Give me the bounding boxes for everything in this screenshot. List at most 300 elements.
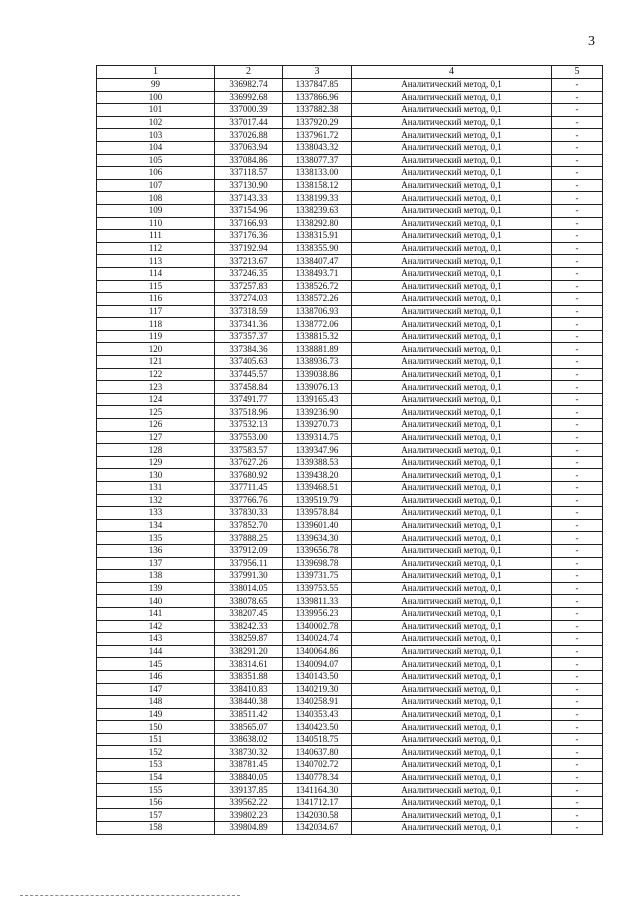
table-row: [97, 343, 603, 356]
point-number-cell: 137: [97, 557, 215, 570]
method-accuracy-cell: Аналитический метод, 0,1: [352, 280, 552, 293]
table-row: [97, 242, 603, 255]
note-cell: -: [552, 733, 603, 746]
x-coordinate-cell: 338314.61: [215, 658, 283, 671]
y-coordinate-cell: 1340423.50: [283, 721, 352, 734]
note-cell: -: [552, 607, 603, 620]
note-cell: -: [552, 293, 603, 306]
note-cell: -: [552, 759, 603, 772]
table-row: [97, 141, 603, 154]
x-coordinate-cell: 338014.05: [215, 582, 283, 595]
table-row: [97, 431, 603, 444]
note-cell: -: [552, 431, 603, 444]
note-cell: -: [552, 91, 603, 104]
x-coordinate-cell: 337274.03: [215, 293, 283, 306]
note-cell: -: [552, 444, 603, 457]
y-coordinate-cell: 1339236.90: [283, 406, 352, 419]
method-accuracy-cell: Аналитический метод, 0,1: [352, 104, 552, 117]
note-cell: -: [552, 670, 603, 683]
note-cell: -: [552, 343, 603, 356]
method-accuracy-cell: Аналитический метод, 0,1: [352, 381, 552, 394]
point-number-cell: 134: [97, 519, 215, 532]
x-coordinate-cell: 338242.33: [215, 620, 283, 633]
y-coordinate-cell: 1338355.90: [283, 242, 352, 255]
note-cell: -: [552, 129, 603, 142]
point-number-cell: 136: [97, 544, 215, 557]
x-coordinate-cell: 337711.45: [215, 482, 283, 495]
y-coordinate-cell: 1339165.43: [283, 393, 352, 406]
x-coordinate-cell: 337213.67: [215, 255, 283, 268]
point-number-cell: 122: [97, 368, 215, 381]
y-coordinate-cell: 1339656.78: [283, 544, 352, 557]
y-coordinate-cell: 1337882.38: [283, 104, 352, 117]
x-coordinate-cell: 337246.35: [215, 267, 283, 280]
point-number-cell: 110: [97, 217, 215, 230]
note-cell: -: [552, 658, 603, 671]
note-cell: -: [552, 179, 603, 192]
y-coordinate-cell: 1338239.63: [283, 204, 352, 217]
point-number-cell: 121: [97, 356, 215, 369]
table-row: [97, 582, 603, 595]
note-cell: -: [552, 116, 603, 129]
method-accuracy-cell: Аналитический метод, 0,1: [352, 482, 552, 495]
y-coordinate-cell: 1338292.80: [283, 217, 352, 230]
y-coordinate-cell: 1342034.67: [283, 822, 352, 835]
y-coordinate-cell: 1339601.40: [283, 519, 352, 532]
table-row: [97, 708, 603, 721]
table-row: [97, 670, 603, 683]
y-coordinate-cell: 1339956.23: [283, 607, 352, 620]
y-coordinate-cell: 1340002.78: [283, 620, 352, 633]
note-cell: -: [552, 482, 603, 495]
point-number-cell: 106: [97, 167, 215, 180]
note-cell: -: [552, 557, 603, 570]
note-cell: -: [552, 721, 603, 734]
y-coordinate-cell: 1338526.72: [283, 280, 352, 293]
table-row: [97, 444, 603, 457]
note-cell: -: [552, 469, 603, 482]
y-coordinate-cell: 1340702.72: [283, 759, 352, 772]
x-coordinate-cell: 338351.88: [215, 670, 283, 683]
y-coordinate-cell: 1341164.30: [283, 784, 352, 797]
method-accuracy-cell: Аналитический метод, 0,1: [352, 733, 552, 746]
method-accuracy-cell: Аналитический метод, 0,1: [352, 582, 552, 595]
point-number-cell: 120: [97, 343, 215, 356]
x-coordinate-cell: 337583.57: [215, 444, 283, 457]
note-cell: -: [552, 280, 603, 293]
point-number-cell: 104: [97, 141, 215, 154]
point-number-cell: 123: [97, 381, 215, 394]
x-coordinate-cell: 337341.36: [215, 318, 283, 331]
method-accuracy-cell: Аналитический метод, 0,1: [352, 809, 552, 822]
table-row: [97, 683, 603, 696]
header-cell-2: 2: [215, 66, 283, 79]
x-coordinate-cell: 337257.83: [215, 280, 283, 293]
method-accuracy-cell: Аналитический метод, 0,1: [352, 79, 552, 92]
point-number-cell: 115: [97, 280, 215, 293]
note-cell: -: [552, 784, 603, 797]
point-number-cell: 157: [97, 809, 215, 822]
point-number-cell: 116: [97, 293, 215, 306]
y-coordinate-cell: 1339270.73: [283, 419, 352, 432]
note-cell: -: [552, 620, 603, 633]
method-accuracy-cell: Аналитический метод, 0,1: [352, 658, 552, 671]
point-number-cell: 103: [97, 129, 215, 142]
x-coordinate-cell: 337405.63: [215, 356, 283, 369]
y-coordinate-cell: 1341712.17: [283, 796, 352, 809]
x-coordinate-cell: 337166.93: [215, 217, 283, 230]
x-coordinate-cell: 337491.77: [215, 393, 283, 406]
x-coordinate-cell: 337445.57: [215, 368, 283, 381]
table-row: [97, 595, 603, 608]
method-accuracy-cell: Аналитический метод, 0,1: [352, 217, 552, 230]
method-accuracy-cell: Аналитический метод, 0,1: [352, 255, 552, 268]
table-row: [97, 482, 603, 495]
header-cell-3: 3: [283, 66, 352, 79]
table-row: [97, 129, 603, 142]
table-row: [97, 116, 603, 129]
y-coordinate-cell: 1340637.80: [283, 746, 352, 759]
y-coordinate-cell: 1338815.32: [283, 330, 352, 343]
method-accuracy-cell: Аналитический метод, 0,1: [352, 557, 552, 570]
x-coordinate-cell: 337384.36: [215, 343, 283, 356]
method-accuracy-cell: Аналитический метод, 0,1: [352, 796, 552, 809]
table-row: [97, 456, 603, 469]
table-row: [97, 519, 603, 532]
method-accuracy-cell: Аналитический метод, 0,1: [352, 469, 552, 482]
table-row: [97, 419, 603, 432]
note-cell: -: [552, 494, 603, 507]
note-cell: -: [552, 192, 603, 205]
x-coordinate-cell: 337000.39: [215, 104, 283, 117]
method-accuracy-cell: Аналитический метод, 0,1: [352, 746, 552, 759]
y-coordinate-cell: 1339811.33: [283, 595, 352, 608]
x-coordinate-cell: 337627.26: [215, 456, 283, 469]
y-coordinate-cell: 1338493.71: [283, 267, 352, 280]
y-coordinate-cell: 1339698.78: [283, 557, 352, 570]
table-row: [97, 721, 603, 734]
x-coordinate-cell: 337766.76: [215, 494, 283, 507]
y-coordinate-cell: 1338772.06: [283, 318, 352, 331]
note-cell: -: [552, 822, 603, 835]
x-coordinate-cell: 337852.70: [215, 519, 283, 532]
method-accuracy-cell: Аналитический метод, 0,1: [352, 393, 552, 406]
note-cell: -: [552, 708, 603, 721]
method-accuracy-cell: Аналитический метод, 0,1: [352, 179, 552, 192]
method-accuracy-cell: Аналитический метод, 0,1: [352, 204, 552, 217]
note-cell: -: [552, 217, 603, 230]
x-coordinate-cell: 338410.83: [215, 683, 283, 696]
table-row: [97, 696, 603, 709]
table-row: [97, 645, 603, 658]
note-cell: -: [552, 544, 603, 557]
table-row: [97, 154, 603, 167]
y-coordinate-cell: 1339076.13: [283, 381, 352, 394]
table-row: [97, 822, 603, 835]
x-coordinate-cell: 338781.45: [215, 759, 283, 772]
y-coordinate-cell: 1337866.96: [283, 91, 352, 104]
point-number-cell: 101: [97, 104, 215, 117]
method-accuracy-cell: Аналитический метод, 0,1: [352, 544, 552, 557]
note-cell: -: [552, 532, 603, 545]
x-coordinate-cell: 337357.37: [215, 330, 283, 343]
point-number-cell: 139: [97, 582, 215, 595]
note-cell: -: [552, 696, 603, 709]
method-accuracy-cell: Аналитический метод, 0,1: [352, 507, 552, 520]
x-coordinate-cell: 338259.87: [215, 633, 283, 646]
note-cell: -: [552, 318, 603, 331]
x-coordinate-cell: 337830.33: [215, 507, 283, 520]
method-accuracy-cell: Аналитический метод, 0,1: [352, 759, 552, 772]
x-coordinate-cell: 339804.89: [215, 822, 283, 835]
method-accuracy-cell: Аналитический метод, 0,1: [352, 293, 552, 306]
note-cell: -: [552, 154, 603, 167]
table-row: [97, 104, 603, 117]
point-number-cell: 140: [97, 595, 215, 608]
method-accuracy-cell: Аналитический метод, 0,1: [352, 167, 552, 180]
x-coordinate-cell: 339137.85: [215, 784, 283, 797]
method-accuracy-cell: Аналитический метод, 0,1: [352, 356, 552, 369]
note-cell: -: [552, 683, 603, 696]
point-number-cell: 158: [97, 822, 215, 835]
y-coordinate-cell: 1340094.07: [283, 658, 352, 671]
note-cell: -: [552, 356, 603, 369]
y-coordinate-cell: 1339731.75: [283, 570, 352, 583]
point-number-cell: 155: [97, 784, 215, 797]
point-number-cell: 152: [97, 746, 215, 759]
note-cell: -: [552, 255, 603, 268]
table-row: [97, 771, 603, 784]
bottom-scan-artifact: [20, 895, 240, 896]
table-row: [97, 204, 603, 217]
note-cell: -: [552, 242, 603, 255]
table-header-row: [97, 66, 603, 79]
table-row: [97, 733, 603, 746]
table-row: [97, 759, 603, 772]
method-accuracy-cell: Аналитический метод, 0,1: [352, 519, 552, 532]
y-coordinate-cell: 1338315.91: [283, 230, 352, 243]
x-coordinate-cell: 337318.59: [215, 305, 283, 318]
note-cell: -: [552, 419, 603, 432]
table-row: [97, 633, 603, 646]
x-coordinate-cell: 338840.05: [215, 771, 283, 784]
y-coordinate-cell: 1339438.20: [283, 469, 352, 482]
point-number-cell: 107: [97, 179, 215, 192]
method-accuracy-cell: Аналитический метод, 0,1: [352, 696, 552, 709]
table-row: [97, 607, 603, 620]
x-coordinate-cell: 338291.20: [215, 645, 283, 658]
method-accuracy-cell: Аналитический метод, 0,1: [352, 406, 552, 419]
note-cell: -: [552, 519, 603, 532]
y-coordinate-cell: 1340778.34: [283, 771, 352, 784]
x-coordinate-cell: 337458.84: [215, 381, 283, 394]
point-number-cell: 151: [97, 733, 215, 746]
y-coordinate-cell: 1339038.86: [283, 368, 352, 381]
table-row: [97, 79, 603, 92]
point-number-cell: 133: [97, 507, 215, 520]
note-cell: -: [552, 267, 603, 280]
method-accuracy-cell: Аналитический метод, 0,1: [352, 620, 552, 633]
table-row: [97, 230, 603, 243]
y-coordinate-cell: 1338133.00: [283, 167, 352, 180]
y-coordinate-cell: 1338407.47: [283, 255, 352, 268]
table-row: [97, 809, 603, 822]
header-cell-5: 5: [552, 66, 603, 79]
note-cell: -: [552, 381, 603, 394]
method-accuracy-cell: Аналитический метод, 0,1: [352, 192, 552, 205]
point-number-cell: 149: [97, 708, 215, 721]
point-number-cell: 111: [97, 230, 215, 243]
x-coordinate-cell: 338730.32: [215, 746, 283, 759]
x-coordinate-cell: 337143.33: [215, 192, 283, 205]
y-coordinate-cell: 1338199.33: [283, 192, 352, 205]
method-accuracy-cell: Аналитический метод, 0,1: [352, 154, 552, 167]
x-coordinate-cell: 338207.45: [215, 607, 283, 620]
table-row: [97, 507, 603, 520]
header-cell-1: 1: [97, 66, 215, 79]
y-coordinate-cell: 1338077.37: [283, 154, 352, 167]
method-accuracy-cell: Аналитический метод, 0,1: [352, 91, 552, 104]
table-row: [97, 167, 603, 180]
point-number-cell: 113: [97, 255, 215, 268]
header-cell-4: 4: [352, 66, 552, 79]
note-cell: -: [552, 633, 603, 646]
y-coordinate-cell: 1338936.73: [283, 356, 352, 369]
x-coordinate-cell: 337017.44: [215, 116, 283, 129]
y-coordinate-cell: 1340258.91: [283, 696, 352, 709]
point-number-cell: 100: [97, 91, 215, 104]
x-coordinate-cell: 338638.02: [215, 733, 283, 746]
table-row: [97, 557, 603, 570]
x-coordinate-cell: 337912.09: [215, 544, 283, 557]
method-accuracy-cell: Аналитический метод, 0,1: [352, 230, 552, 243]
table-row: [97, 91, 603, 104]
x-coordinate-cell: 338078.65: [215, 595, 283, 608]
method-accuracy-cell: Аналитический метод, 0,1: [352, 368, 552, 381]
y-coordinate-cell: 1340353.43: [283, 708, 352, 721]
y-coordinate-cell: 1339468.51: [283, 482, 352, 495]
note-cell: -: [552, 645, 603, 658]
point-number-cell: 124: [97, 393, 215, 406]
method-accuracy-cell: Аналитический метод, 0,1: [352, 267, 552, 280]
table-row: [97, 293, 603, 306]
table-row: [97, 784, 603, 797]
table-row: [97, 267, 603, 280]
coordinates-table: [96, 65, 603, 835]
note-cell: -: [552, 796, 603, 809]
point-number-cell: 119: [97, 330, 215, 343]
y-coordinate-cell: 1338572.26: [283, 293, 352, 306]
y-coordinate-cell: 1339578.84: [283, 507, 352, 520]
x-coordinate-cell: 338565.07: [215, 721, 283, 734]
x-coordinate-cell: 339802.23: [215, 809, 283, 822]
method-accuracy-cell: Аналитический метод, 0,1: [352, 595, 552, 608]
note-cell: -: [552, 230, 603, 243]
note-cell: -: [552, 582, 603, 595]
method-accuracy-cell: Аналитический метод, 0,1: [352, 645, 552, 658]
point-number-cell: 125: [97, 406, 215, 419]
method-accuracy-cell: Аналитический метод, 0,1: [352, 305, 552, 318]
page-number: 3: [588, 34, 595, 49]
table-row: [97, 217, 603, 230]
point-number-cell: 146: [97, 670, 215, 683]
x-coordinate-cell: 337991.30: [215, 570, 283, 583]
table-row: [97, 544, 603, 557]
table-row: [97, 192, 603, 205]
y-coordinate-cell: 1337961.72: [283, 129, 352, 142]
table-row: [97, 746, 603, 759]
note-cell: -: [552, 456, 603, 469]
x-coordinate-cell: 337063.94: [215, 141, 283, 154]
method-accuracy-cell: Аналитический метод, 0,1: [352, 330, 552, 343]
y-coordinate-cell: 1339388.53: [283, 456, 352, 469]
point-number-cell: 130: [97, 469, 215, 482]
y-coordinate-cell: 1338881.89: [283, 343, 352, 356]
y-coordinate-cell: 1338043.32: [283, 141, 352, 154]
point-number-cell: 145: [97, 658, 215, 671]
x-coordinate-cell: 339562.22: [215, 796, 283, 809]
x-coordinate-cell: 338511.42: [215, 708, 283, 721]
note-cell: -: [552, 141, 603, 154]
method-accuracy-cell: Аналитический метод, 0,1: [352, 822, 552, 835]
point-number-cell: 128: [97, 444, 215, 457]
method-accuracy-cell: Аналитический метод, 0,1: [352, 784, 552, 797]
method-accuracy-cell: Аналитический метод, 0,1: [352, 141, 552, 154]
method-accuracy-cell: Аналитический метод, 0,1: [352, 708, 552, 721]
method-accuracy-cell: Аналитический метод, 0,1: [352, 343, 552, 356]
note-cell: -: [552, 167, 603, 180]
note-cell: -: [552, 79, 603, 92]
method-accuracy-cell: Аналитический метод, 0,1: [352, 721, 552, 734]
note-cell: -: [552, 570, 603, 583]
y-coordinate-cell: 1340143.50: [283, 670, 352, 683]
point-number-cell: 147: [97, 683, 215, 696]
point-number-cell: 99: [97, 79, 215, 92]
x-coordinate-cell: 336982.74: [215, 79, 283, 92]
table-row: [97, 356, 603, 369]
method-accuracy-cell: Аналитический метод, 0,1: [352, 116, 552, 129]
y-coordinate-cell: 1339753.55: [283, 582, 352, 595]
point-number-cell: 153: [97, 759, 215, 772]
point-number-cell: 143: [97, 633, 215, 646]
method-accuracy-cell: Аналитический метод, 0,1: [352, 129, 552, 142]
note-cell: -: [552, 746, 603, 759]
point-number-cell: 109: [97, 204, 215, 217]
method-accuracy-cell: Аналитический метод, 0,1: [352, 570, 552, 583]
table-row: [97, 393, 603, 406]
point-number-cell: 118: [97, 318, 215, 331]
table-row: [97, 620, 603, 633]
method-accuracy-cell: Аналитический метод, 0,1: [352, 633, 552, 646]
y-coordinate-cell: 1342030.58: [283, 809, 352, 822]
point-number-cell: 141: [97, 607, 215, 620]
y-coordinate-cell: 1340518.75: [283, 733, 352, 746]
point-number-cell: 102: [97, 116, 215, 129]
method-accuracy-cell: Аналитический метод, 0,1: [352, 532, 552, 545]
y-coordinate-cell: 1337920.29: [283, 116, 352, 129]
point-number-cell: 144: [97, 645, 215, 658]
table-row: [97, 796, 603, 809]
note-cell: -: [552, 507, 603, 520]
table-row: [97, 469, 603, 482]
note-cell: -: [552, 204, 603, 217]
x-coordinate-cell: 337532.13: [215, 419, 283, 432]
note-cell: -: [552, 393, 603, 406]
point-number-cell: 142: [97, 620, 215, 633]
y-coordinate-cell: 1339314.75: [283, 431, 352, 444]
x-coordinate-cell: 337026.88: [215, 129, 283, 142]
y-coordinate-cell: 1339519.79: [283, 494, 352, 507]
